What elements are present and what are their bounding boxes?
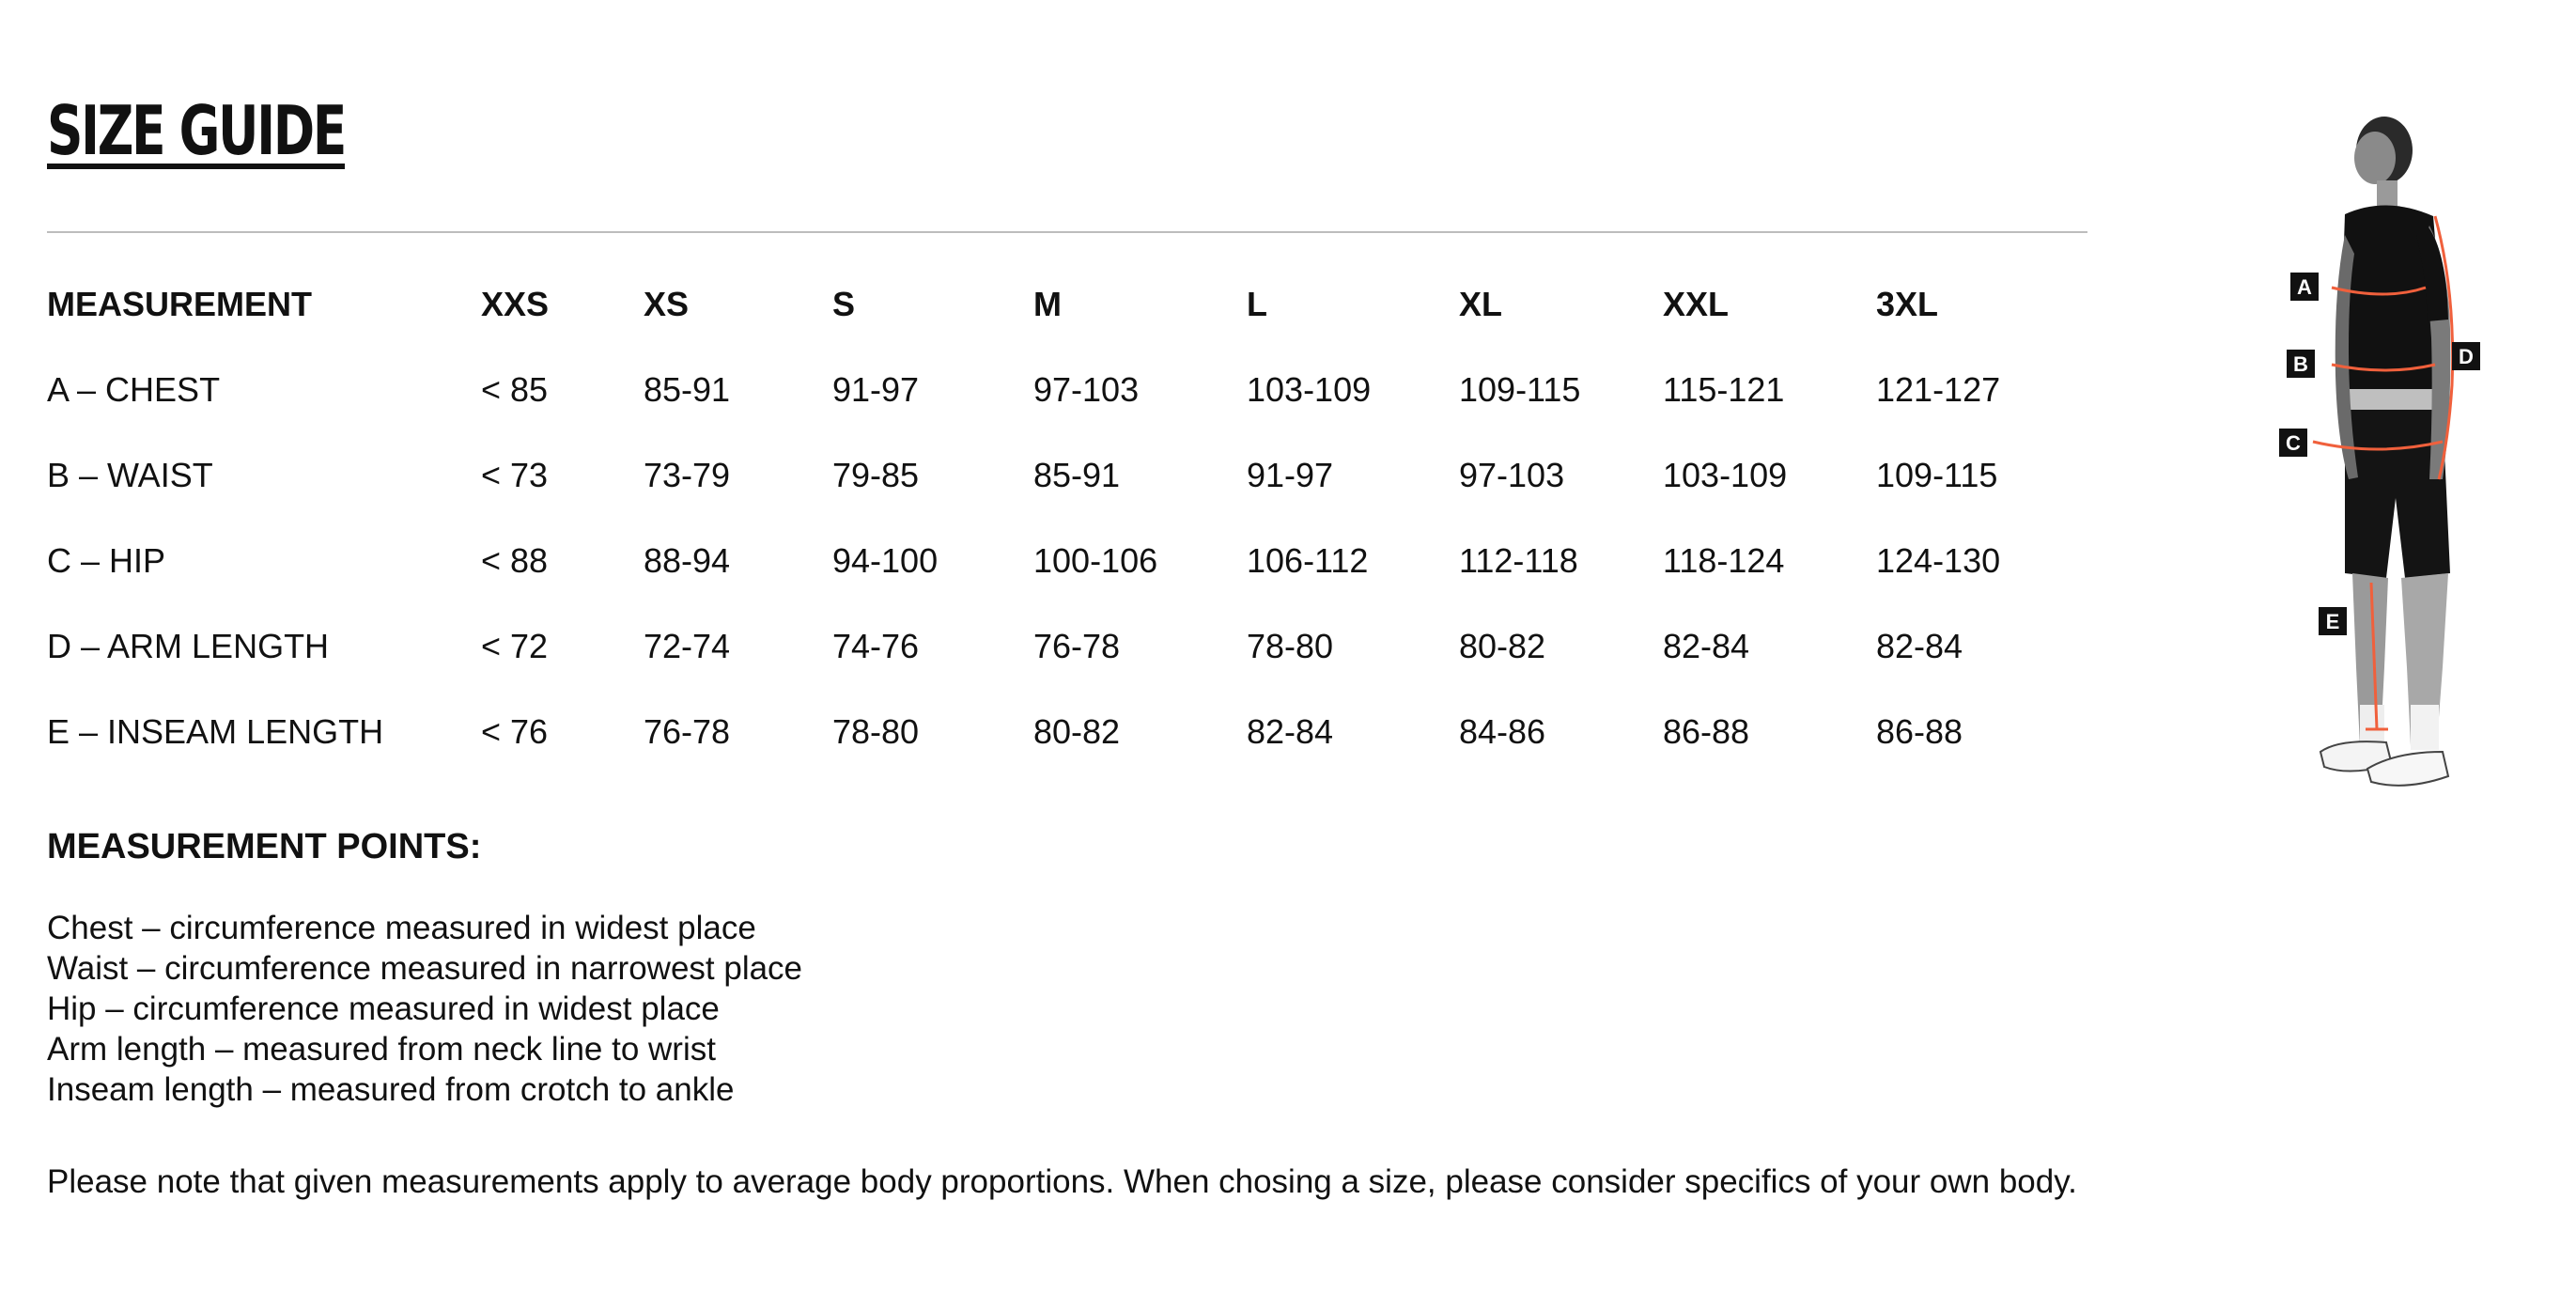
marker-a [2290, 273, 2319, 301]
header-cell: MEASUREMENT [47, 285, 313, 323]
table-cell: 80-82 [1459, 627, 1546, 665]
table-cell: 100-106 [1033, 541, 1158, 580]
size-table [47, 276, 2087, 789]
header-cell: 3XL [1876, 285, 1939, 323]
table-cell: 94-100 [832, 541, 939, 580]
table-row [47, 362, 2087, 447]
table-cell: 109-115 [1459, 370, 1581, 409]
table-row [47, 618, 2087, 704]
header-cell: L [1247, 285, 1267, 323]
header-cell: S [832, 285, 856, 323]
table-cell: 91-97 [832, 370, 920, 409]
table-header-row [47, 276, 2087, 362]
table-cell: 76-78 [1033, 627, 1121, 665]
table-cell: 82-84 [1663, 627, 1750, 665]
table-row [47, 704, 2087, 789]
divider [47, 231, 2087, 233]
table-cell: 72-74 [644, 627, 731, 665]
table-cell: < 76 [481, 712, 549, 751]
marker-d [2452, 342, 2480, 370]
table-cell: 115-121 [1663, 370, 1785, 409]
table-cell: 85-91 [1033, 456, 1121, 494]
header-cell: XL [1459, 285, 1503, 323]
table-cell: 85-91 [644, 370, 731, 409]
table-cell: 82-84 [1876, 627, 1963, 665]
table-cell: < 73 [481, 456, 549, 494]
marker-c [2279, 429, 2307, 457]
table-cell: 84-86 [1459, 712, 1546, 751]
table-cell: 82-84 [1247, 712, 1334, 751]
fit-note: Please note that given measurements apply to average body proportions. When chosing a size, please consider specifics of your own body. [47, 1163, 2077, 1200]
table-cell: 121-127 [1876, 370, 2001, 409]
svg-text:E: E [2325, 610, 2340, 633]
table-cell: 124-130 [1876, 541, 2001, 580]
table-cell: 91-97 [1247, 456, 1334, 494]
table-cell: 97-103 [1033, 370, 1140, 409]
table-cell: 112-118 [1459, 541, 1578, 580]
table-row [47, 533, 2087, 618]
marker-b [2287, 350, 2315, 378]
header-cell: XS [644, 285, 690, 323]
table-cell: 118-124 [1663, 541, 1785, 580]
svg-text:A: A [2297, 275, 2312, 299]
table-cell: < 88 [481, 541, 549, 580]
table-cell: 74-76 [832, 627, 920, 665]
table-cell: 103-109 [1663, 456, 1788, 494]
table-cell: A – CHEST [47, 370, 221, 409]
table-cell: 73-79 [644, 456, 731, 494]
table-cell: 79-85 [832, 456, 920, 494]
cyclist-figure-icon [2255, 103, 2499, 818]
header-cell: M [1033, 285, 1062, 323]
table-row [47, 447, 2087, 533]
measurement-point-line: Inseam length – measured from crotch to ankle [47, 1071, 735, 1108]
page-title: SIZE GUIDE [47, 91, 346, 170]
header-cell: XXL [1663, 285, 1730, 323]
table-cell: D – ARM LENGTH [47, 627, 330, 665]
measurement-point-line: Waist – circumference measured in narrowest place [47, 950, 803, 987]
measurement-point-line: Arm length – measured from neck line to wrist [47, 1031, 716, 1068]
marker-e [2319, 607, 2347, 635]
table-cell: 86-88 [1663, 712, 1750, 751]
table-cell: 109-115 [1876, 456, 1998, 494]
measurement-points-title: MEASUREMENT POINTS: [47, 827, 482, 866]
svg-text:C: C [2286, 431, 2301, 455]
table-cell: 78-80 [1247, 627, 1334, 665]
svg-text:D: D [2459, 345, 2474, 368]
measurement-points-list [47, 908, 802, 1110]
table-cell: C – HIP [47, 541, 166, 580]
table-cell: 86-88 [1876, 712, 1963, 751]
table-cell: 76-78 [644, 712, 731, 751]
table-cell: 97-103 [1459, 456, 1565, 494]
table-cell: 80-82 [1033, 712, 1121, 751]
table-cell: 106-112 [1247, 541, 1369, 580]
table-cell: B – WAIST [47, 456, 213, 494]
measurement-point-line: Hip – circumference measured in widest place [47, 990, 720, 1027]
table-cell: < 85 [481, 370, 549, 409]
table-cell: E – INSEAM LENGTH [47, 712, 384, 751]
header-cell: XXS [481, 285, 550, 323]
measurement-point-line: Chest – circumference measured in widest place [47, 910, 756, 946]
table-cell: < 72 [481, 627, 549, 665]
table-cell: 88-94 [644, 541, 731, 580]
table-cell: 78-80 [832, 712, 920, 751]
table-cell: 103-109 [1247, 370, 1372, 409]
svg-text:B: B [2293, 352, 2308, 376]
